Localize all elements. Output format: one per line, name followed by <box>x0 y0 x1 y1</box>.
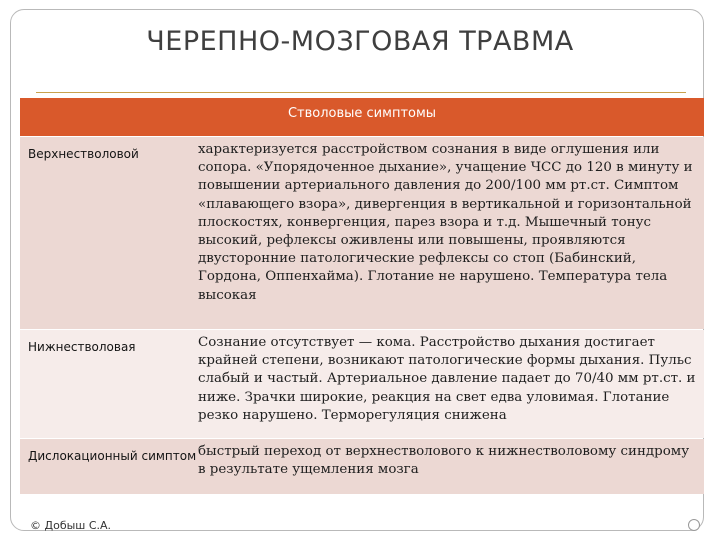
table-row <box>20 137 704 329</box>
row-label: Дислокационный симптом <box>28 449 197 463</box>
row-description: Сознание отсутствует — кома. Расстройство дыхания достигает крайней степени, возникают патологические формы дыхания. Пульс слабый и частый. Артериальное давление падает до 70/40 мм рт.ст. и ниже. Зрачки широкие, реакция на свет едва уловимая. Глотание резко нарушено. Терморегуляция снижена <box>198 335 696 423</box>
title-divider <box>36 92 686 93</box>
copyright-text: © Добыш С.А. <box>30 519 112 532</box>
row-description: характеризуется расстройством сознания в виде оглушения или сопора. «Упорядоченное дыхание», учащение ЧСС до 120 в минуту и повышении артериального давления до 200/100 мм рт.ст. Симптом «плавающего взора», дивергенция в вертикальной и горизонтальной плоскостях, конвергенция, парез взора и т.д. Мышечный тонус высокий, рефлексы оживлены или повышены, проявляются двусторонние патологические рефлексы со стоп (Бабинский, Гордона, Оппенхайма). Глотание не нарушено. Температура тела высокая <box>198 142 693 303</box>
slide-title: ЧЕРЕПНО-МОЗГОВАЯ ТРАВМА <box>146 26 574 57</box>
row-label: Нижнестволовая <box>28 340 136 354</box>
row-description: быстрый переход от верхнестволового к нижнестволовому синдрому в результате ущемления мозга <box>198 444 690 478</box>
corner-circle-icon <box>688 519 700 531</box>
table-header: Стволовые симптомы <box>20 98 704 136</box>
row-label: Верхнестволовой <box>28 147 139 161</box>
table-row <box>20 330 704 438</box>
table-row <box>20 439 704 494</box>
